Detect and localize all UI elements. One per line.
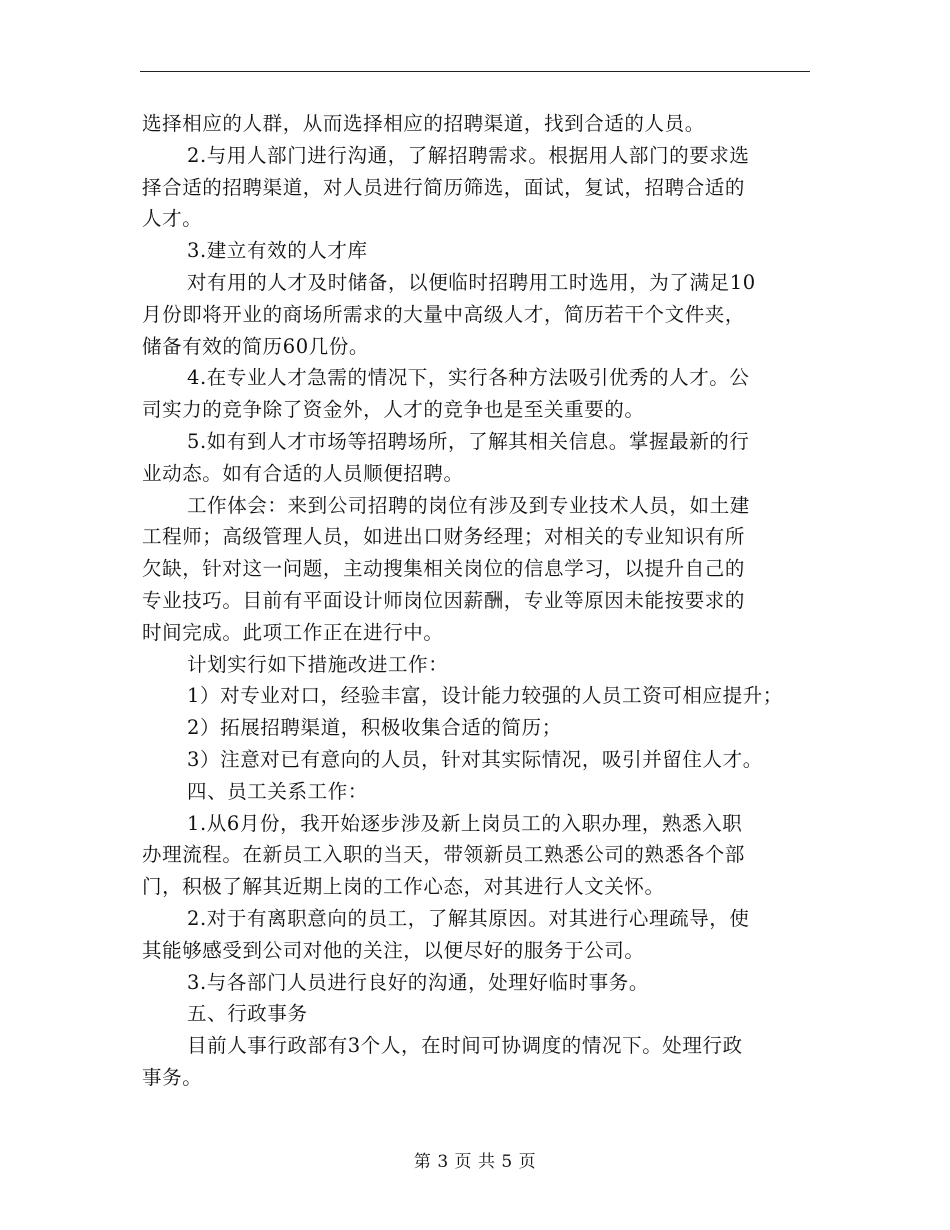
text-line: 选择相应的人群，从而选择相应的招聘渠道，找到合适的人员。 — [142, 112, 705, 135]
text-line: 2.对于有离职意向的员工，了解其原因。对其进行心理疏导，使 — [187, 906, 750, 930]
text-line: 工作体会：来到公司招聘的岗位有涉及到专业技术人员，如土建 — [187, 493, 750, 517]
text-line: 2.与用人部门进行沟通，了解招聘需求。根据用人部门的要求选 — [187, 143, 750, 167]
text-line: 工程师；高级管理人员，如进出口财务经理；对相关的专业知识有所 — [142, 525, 746, 549]
text-line: 3）注意对已有意向的人员，针对其实际情况，吸引并留住人才。 — [187, 747, 763, 771]
text-line: 计划实行如下措施改进工作： — [187, 652, 449, 676]
text-line: 目前人事行政部有3个人，在时间可协调度的情况下。处理行政 — [187, 1034, 743, 1058]
text-line: 4.在专业人才急需的情况下，实行各种方法吸引优秀的人才。公 — [187, 366, 750, 390]
text-line: 3.建立有效的人才库 — [187, 239, 368, 263]
text-line: 3.与各部门人员进行良好的沟通，处理好临时事务。 — [187, 970, 650, 994]
text-line: 司实力的竞争除了资金外，人才的竞争也是至关重要的。 — [142, 398, 645, 422]
text-line: 专业技巧。目前有平面设计师岗位因薪酬，专业等原因未能按要求的 — [142, 588, 746, 612]
text-line: 五、行政事务 — [187, 1002, 308, 1026]
text-line: 择合适的招聘渠道，对人员进行简历筛选，面试，复试，招聘合适的 — [142, 175, 746, 199]
text-line: 事务。 — [142, 1065, 203, 1089]
text-line: 2）拓展招聘渠道，积极收集合适的简历； — [187, 716, 562, 740]
text-line: 月份即将开业的商场所需求的大量中高级人才，简历若干个文件夹， — [142, 302, 746, 326]
text-line: 对有用的人才及时储备，以便临时招聘用工时选用，为了满足10 — [187, 270, 756, 294]
text-line: 其能够感受到公司对他的关注，以便尽好的服务于公司。 — [142, 938, 645, 962]
text-line: 门，积极了解其近期上岗的工作心态，对其进行人文关怀。 — [142, 875, 665, 899]
text-line: 1）对专业对口，经验丰富，设计能力较强的人员工资可相应提升； — [187, 684, 783, 708]
text-line: 人才。 — [142, 207, 203, 231]
page-number: 第 3 页 共 5 页 — [413, 1152, 537, 1172]
text-line: 四、员工关系工作： — [187, 779, 368, 803]
text-line: 1.从6月份，我开始逐步涉及新上岗员工的入职办理，熟悉入职 — [187, 811, 743, 835]
text-line: 业动态。如有合适的人员顺便招聘。 — [142, 461, 464, 485]
text-line: 欠缺，针对这一问题，主动搜集相关岗位的信息学习，以提升自己的 — [142, 557, 746, 581]
text-line: 办理流程。在新员工入职的当天，带领新员工熟悉公司的熟悉各个部 — [142, 843, 746, 867]
header-rule — [140, 71, 810, 72]
page-footer — [0, 1147, 950, 1172]
text-line: 5.如有到人才市场等招聘场所，了解其相关信息。掌握最新的行 — [187, 429, 750, 453]
page-body — [142, 108, 812, 1094]
text-line: 储备有效的简历60几份。 — [142, 334, 370, 358]
text-line: 时间完成。此项工作正在进行中。 — [142, 620, 444, 644]
